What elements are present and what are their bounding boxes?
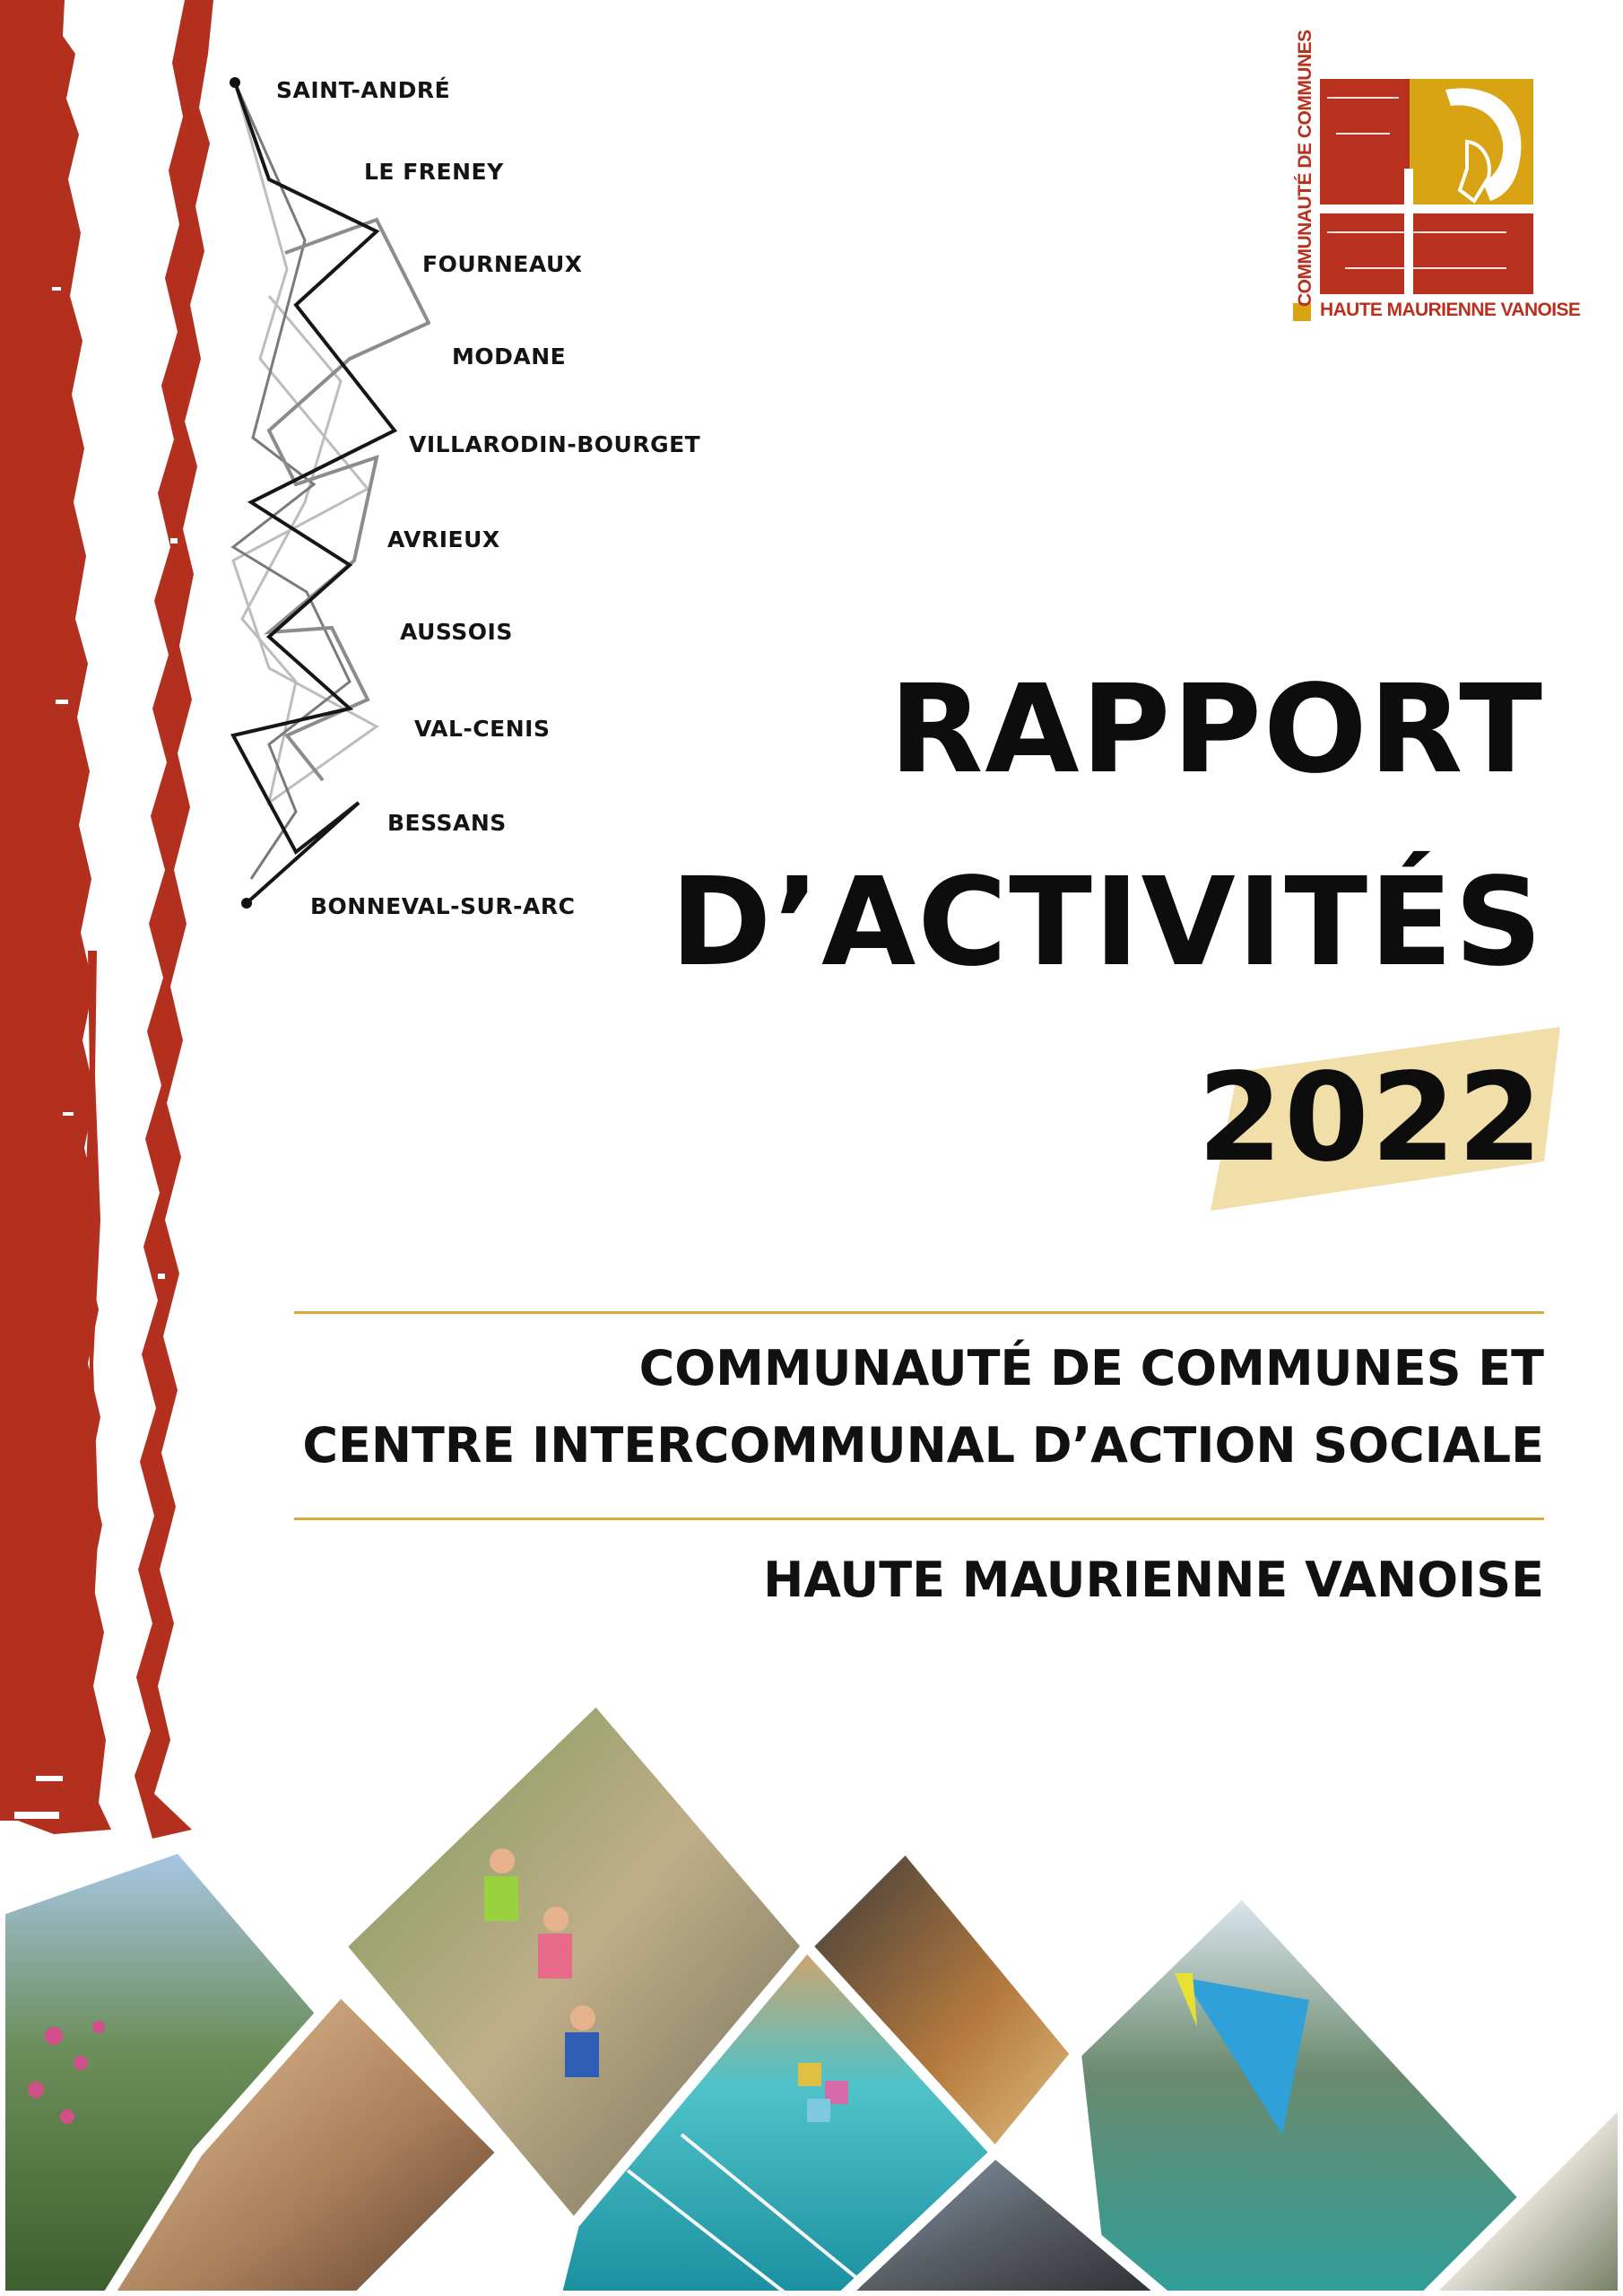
commune-label-saint-andre: SAINT-ANDRÉ — [276, 77, 451, 103]
report-year: 2022 — [1197, 1048, 1544, 1189]
title-line-rapport: RAPPORT — [889, 659, 1544, 801]
commune-label-modane: MODANE — [452, 344, 567, 370]
commune-label-aussois: AUSSOIS — [400, 619, 513, 645]
subtitle-line-1: COMMUNAUTÉ DE COMMUNES ET — [638, 1340, 1544, 1396]
subtitle-line-2: CENTRE INTERCOMMUNAL D’ACTION SOCIALE — [302, 1417, 1544, 1474]
commune-label-bessans: BESSANS — [387, 810, 507, 836]
logo-horizontal-text: HAUTE MAURIENNE VANOISE — [1320, 300, 1581, 320]
commune-label-fourneaux: FOURNEAUX — [422, 251, 583, 277]
commune-label-villarodin-bourget: VILLARODIN-BOURGET — [409, 431, 701, 457]
logo-vertical-text: COMMUNAUTÉ DE COMMUNES — [1295, 30, 1315, 307]
commune-label-avrieux: AVRIEUX — [387, 526, 500, 552]
title-line-activites: D’ACTIVITÉS — [670, 852, 1544, 994]
commune-label-le-freney: LE FRENEY — [364, 159, 504, 185]
commune-label-val-cenis: VAL-CENIS — [414, 716, 551, 742]
commune-label-bonneval-sur-arc: BONNEVAL-SUR-ARC — [310, 893, 576, 919]
subtitle-line-3: HAUTE MAURIENNE VANOISE — [763, 1552, 1544, 1608]
